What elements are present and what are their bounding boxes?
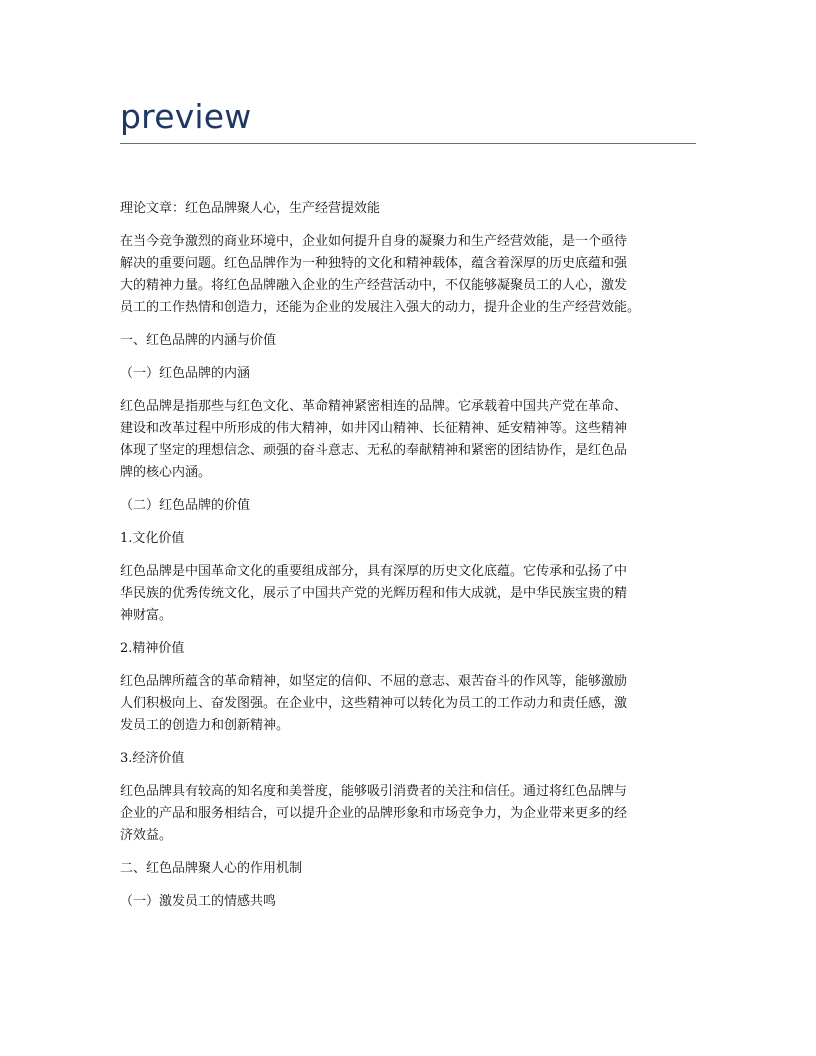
text-line: 红色品牌是中国革命文化的重要组成部分，具有深厚的历史文化底蕴。它传承和弘扬了中 bbox=[120, 564, 628, 579]
text-line: （一）红色品牌的内涵 bbox=[120, 366, 251, 381]
text-line: 济效益。 bbox=[120, 828, 173, 843]
text-line: 一、红色品牌的内涵与价值 bbox=[120, 333, 277, 348]
text-line: 二、红色品牌聚人心的作用机制 bbox=[120, 861, 303, 876]
text-line: 大的精神力量。将红色品牌融入企业的生产经营活动中，不仅能够凝聚员工的人心，激发 bbox=[120, 278, 628, 293]
text-line: 理论文章：红色品牌聚人心，生产经营提效能 bbox=[120, 201, 381, 216]
text-line: （一）激发员工的情感共鸣 bbox=[120, 894, 277, 909]
body-paragraph bbox=[120, 396, 696, 484]
text-line: 1.文化价值 bbox=[120, 531, 185, 546]
text-line: 2.精神价值 bbox=[120, 641, 185, 656]
text-line: 体现了坚定的理想信念、顽强的奋斗意志、无私的奉献精神和紧密的团结协作，是红色品 bbox=[120, 443, 628, 458]
text-line: （二）红色品牌的价值 bbox=[120, 498, 251, 513]
text-line: 红色品牌是指那些与红色文化、革命精神紧密相连的品牌。它承载着中国共产党在革命、 bbox=[120, 399, 628, 414]
body-paragraph bbox=[120, 561, 696, 627]
section-heading bbox=[120, 858, 696, 880]
body-paragraph bbox=[120, 231, 696, 319]
body-paragraph bbox=[120, 671, 696, 737]
text-line: 红色品牌所蕴含的革命精神，如坚定的信仰、不屈的意志、艰苦奋斗的作风等，能够激励 bbox=[120, 674, 628, 689]
text-line: 华民族的优秀传统文化，展示了中国共产党的光辉历程和伟大成就，是中华民族宝贵的精 bbox=[120, 586, 628, 601]
text-line: 3.经济价值 bbox=[120, 751, 185, 766]
text-line: 解决的重要问题。红色品牌作为一种独特的文化和精神载体，蕴含着深厚的历史底蕴和强 bbox=[120, 256, 628, 271]
text-line: 神财富。 bbox=[120, 608, 173, 623]
text-line: 在当今竞争激烈的商业环境中，企业如何提升自身的凝聚力和生产经营效能，是一个亟待 bbox=[120, 234, 628, 249]
text-line: 发员工的创造力和创新精神。 bbox=[120, 718, 290, 733]
text-line: 红色品牌具有较高的知名度和美誉度，能够吸引消费者的关注和信任。通过将红色品牌与 bbox=[120, 784, 628, 799]
section-heading bbox=[120, 748, 696, 770]
text-line: 牌的核心内涵。 bbox=[120, 465, 212, 480]
document-title: preview bbox=[120, 97, 252, 136]
text-line: 建设和改革过程中所形成的伟大精神，如井冈山精神、长征精神、延安精神等。这些精神 bbox=[120, 421, 628, 436]
body-paragraph bbox=[120, 781, 696, 847]
title-underline bbox=[120, 143, 696, 144]
document-body bbox=[120, 198, 696, 924]
section-heading bbox=[120, 330, 696, 352]
section-heading bbox=[120, 891, 696, 913]
text-line: 企业的产品和服务相结合，可以提升企业的品牌形象和市场竞争力，为企业带来更多的经 bbox=[120, 806, 628, 821]
text-line: 员工的工作热情和创造力，还能为企业的发展注入强大的动力，提升企业的生产经营效能。 bbox=[120, 300, 641, 315]
text-line: 人们积极向上、奋发图强。在企业中，这些精神可以转化为员工的工作动力和责任感，激 bbox=[120, 696, 628, 711]
section-heading bbox=[120, 495, 696, 517]
section-heading bbox=[120, 528, 696, 550]
section-heading bbox=[120, 198, 696, 220]
section-heading bbox=[120, 363, 696, 385]
section-heading bbox=[120, 638, 696, 660]
